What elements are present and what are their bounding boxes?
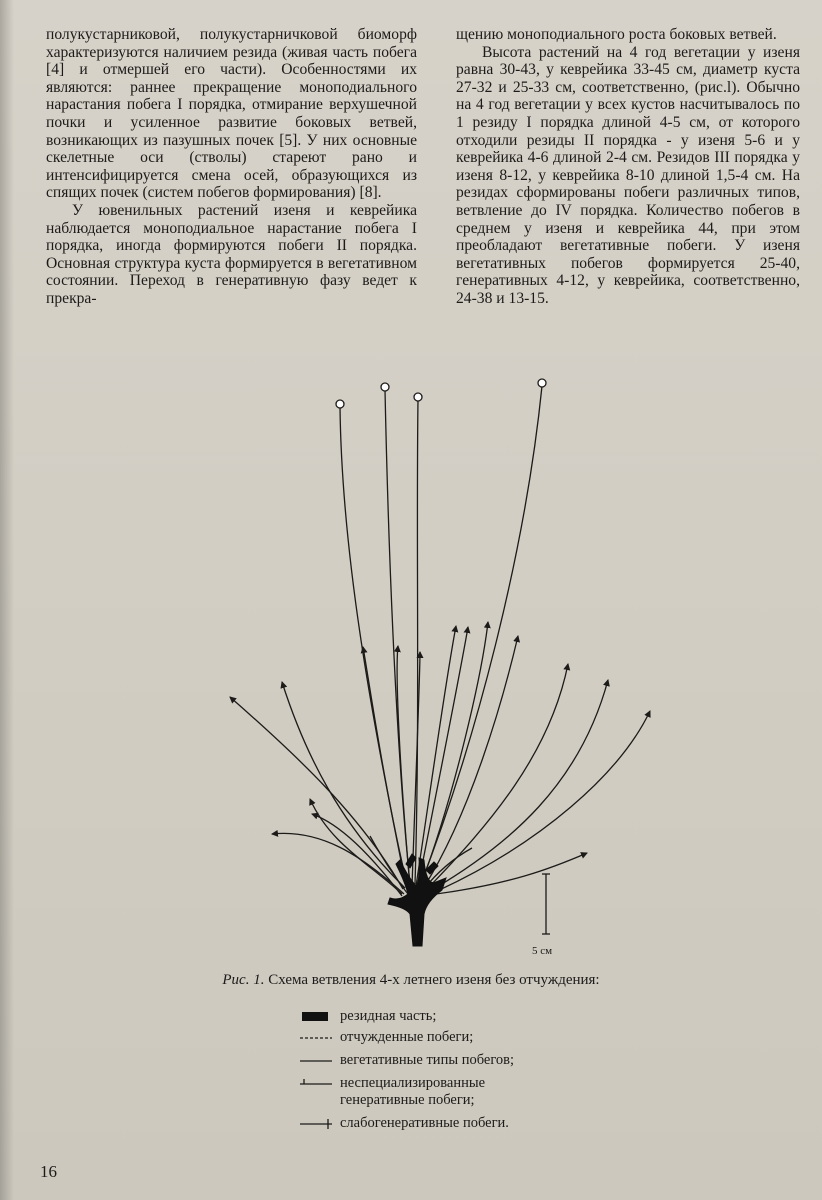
- legend-label: слабогенеративные побеги.: [340, 1115, 509, 1131]
- legend-label: резидная часть;: [340, 1008, 437, 1024]
- shoot-terminal-circle: [538, 379, 546, 387]
- text-column-left: [46, 26, 417, 308]
- legend-item: [298, 1075, 570, 1109]
- caption-label: Рис. 1.: [222, 972, 265, 988]
- paragraph: Высота растений на 4 год вегетации у изеня равна 30-43, у кеврейика 33-45 см, диаметр куста 27-32 и 25-33 см, соответственно, (рис.l). Обычно на 4 год вегетации у всех кустов насчитывалось по 1 резиду I порядка длиной 4-5 см, от которого отходили резиды II порядка - у изеня 5-6 и у кеврейика 4-6 длиной 2-4 см. Резидов III порядка у изеня 8-12, у кеврейика 8-10 длиной 1,5-4 см. На резидах сформированы побеги различных типов, ветвление до IV порядка. Количество побегов в среднем у изеня и кеврейика 44, при этом преобладают вегетативные побеги. У изеня вегетативных побегов формируется 25-40, генеративных 4-12, у кеврейика, соответственно, 24-38 и 13-15.: [456, 43, 800, 307]
- shoot-vegetative: [272, 833, 404, 894]
- shoot-generative: [420, 386, 542, 886]
- filled-block-icon: [298, 1008, 334, 1025]
- legend-item: [298, 1008, 570, 1025]
- legend-label: вегетативные типы побегов;: [340, 1052, 515, 1068]
- shoot-vegetative: [230, 697, 403, 889]
- shoot-terminal-circle: [381, 383, 389, 391]
- shoot-vegetative: [420, 622, 488, 887]
- branching-diagram: [220, 374, 660, 964]
- line-tick-icon: [298, 1075, 334, 1092]
- shoot-vegetative: [428, 664, 568, 888]
- shoot-generative: [415, 400, 418, 884]
- resid-part: [388, 858, 446, 946]
- figure-caption: [0, 972, 822, 989]
- shoot-terminal-circle: [336, 400, 344, 408]
- shoot-generative: [385, 390, 410, 884]
- line-tick-end-icon: [298, 1115, 334, 1132]
- dashed-line-icon: [298, 1029, 334, 1046]
- paragraph: У ювенильных растений изеня и кеврейика наблюдается моноподиальное нарастание побега I порядка, иногда формируются побеги II порядка. Основная структура куста формируется в вегетативном состоянии. Переход в генеративную фазу ведет к прекра-: [46, 201, 417, 307]
- scale-bar: [542, 874, 550, 934]
- page-edge-shadow: [0, 0, 14, 1200]
- legend-item: [298, 1052, 570, 1069]
- shoot-vegetative: [432, 680, 608, 890]
- legend-item: [298, 1115, 570, 1132]
- shoot-vegetative: [416, 626, 456, 886]
- solid-line-icon: [298, 1052, 334, 1069]
- shoot-terminal-circle: [414, 393, 422, 401]
- scale-label: 5 см: [532, 945, 553, 957]
- legend-label: отчужденные побеги;: [340, 1029, 474, 1045]
- figure-legend: [298, 1008, 570, 1136]
- legend-label: неспециализированные генеративные побеги;: [340, 1075, 486, 1108]
- shoot-vegetative: [424, 636, 518, 887]
- shrub-diagram-svg: [220, 374, 660, 964]
- caption-text: Схема ветвления 4-х летнего изеня без отчуждения:: [264, 972, 600, 988]
- paragraph: полукустарниковой, полукустарничковой биоморф характеризуются наличием резида (живая часть побега [4] и отмершей его части). Особенностями их являются: раннее прекращение моноподиального нарастания побега I порядка, отмирание верхушечной почки и усиленное развитие боковых ветвей, возникающих из пазушных почек [5]. У них основные скелетные оси (стволы) стареют рано и интенсифицируется смена осей, образующихся из спящих почек (систем побегов формирования) [8].: [46, 26, 417, 202]
- text-column-right: [456, 26, 800, 308]
- shoot-vegetative: [312, 814, 402, 896]
- legend-item: [298, 1029, 570, 1046]
- paragraph: щению моноподиального роста боковых ветвей.: [456, 26, 777, 43]
- page-number: 16: [40, 1162, 57, 1181]
